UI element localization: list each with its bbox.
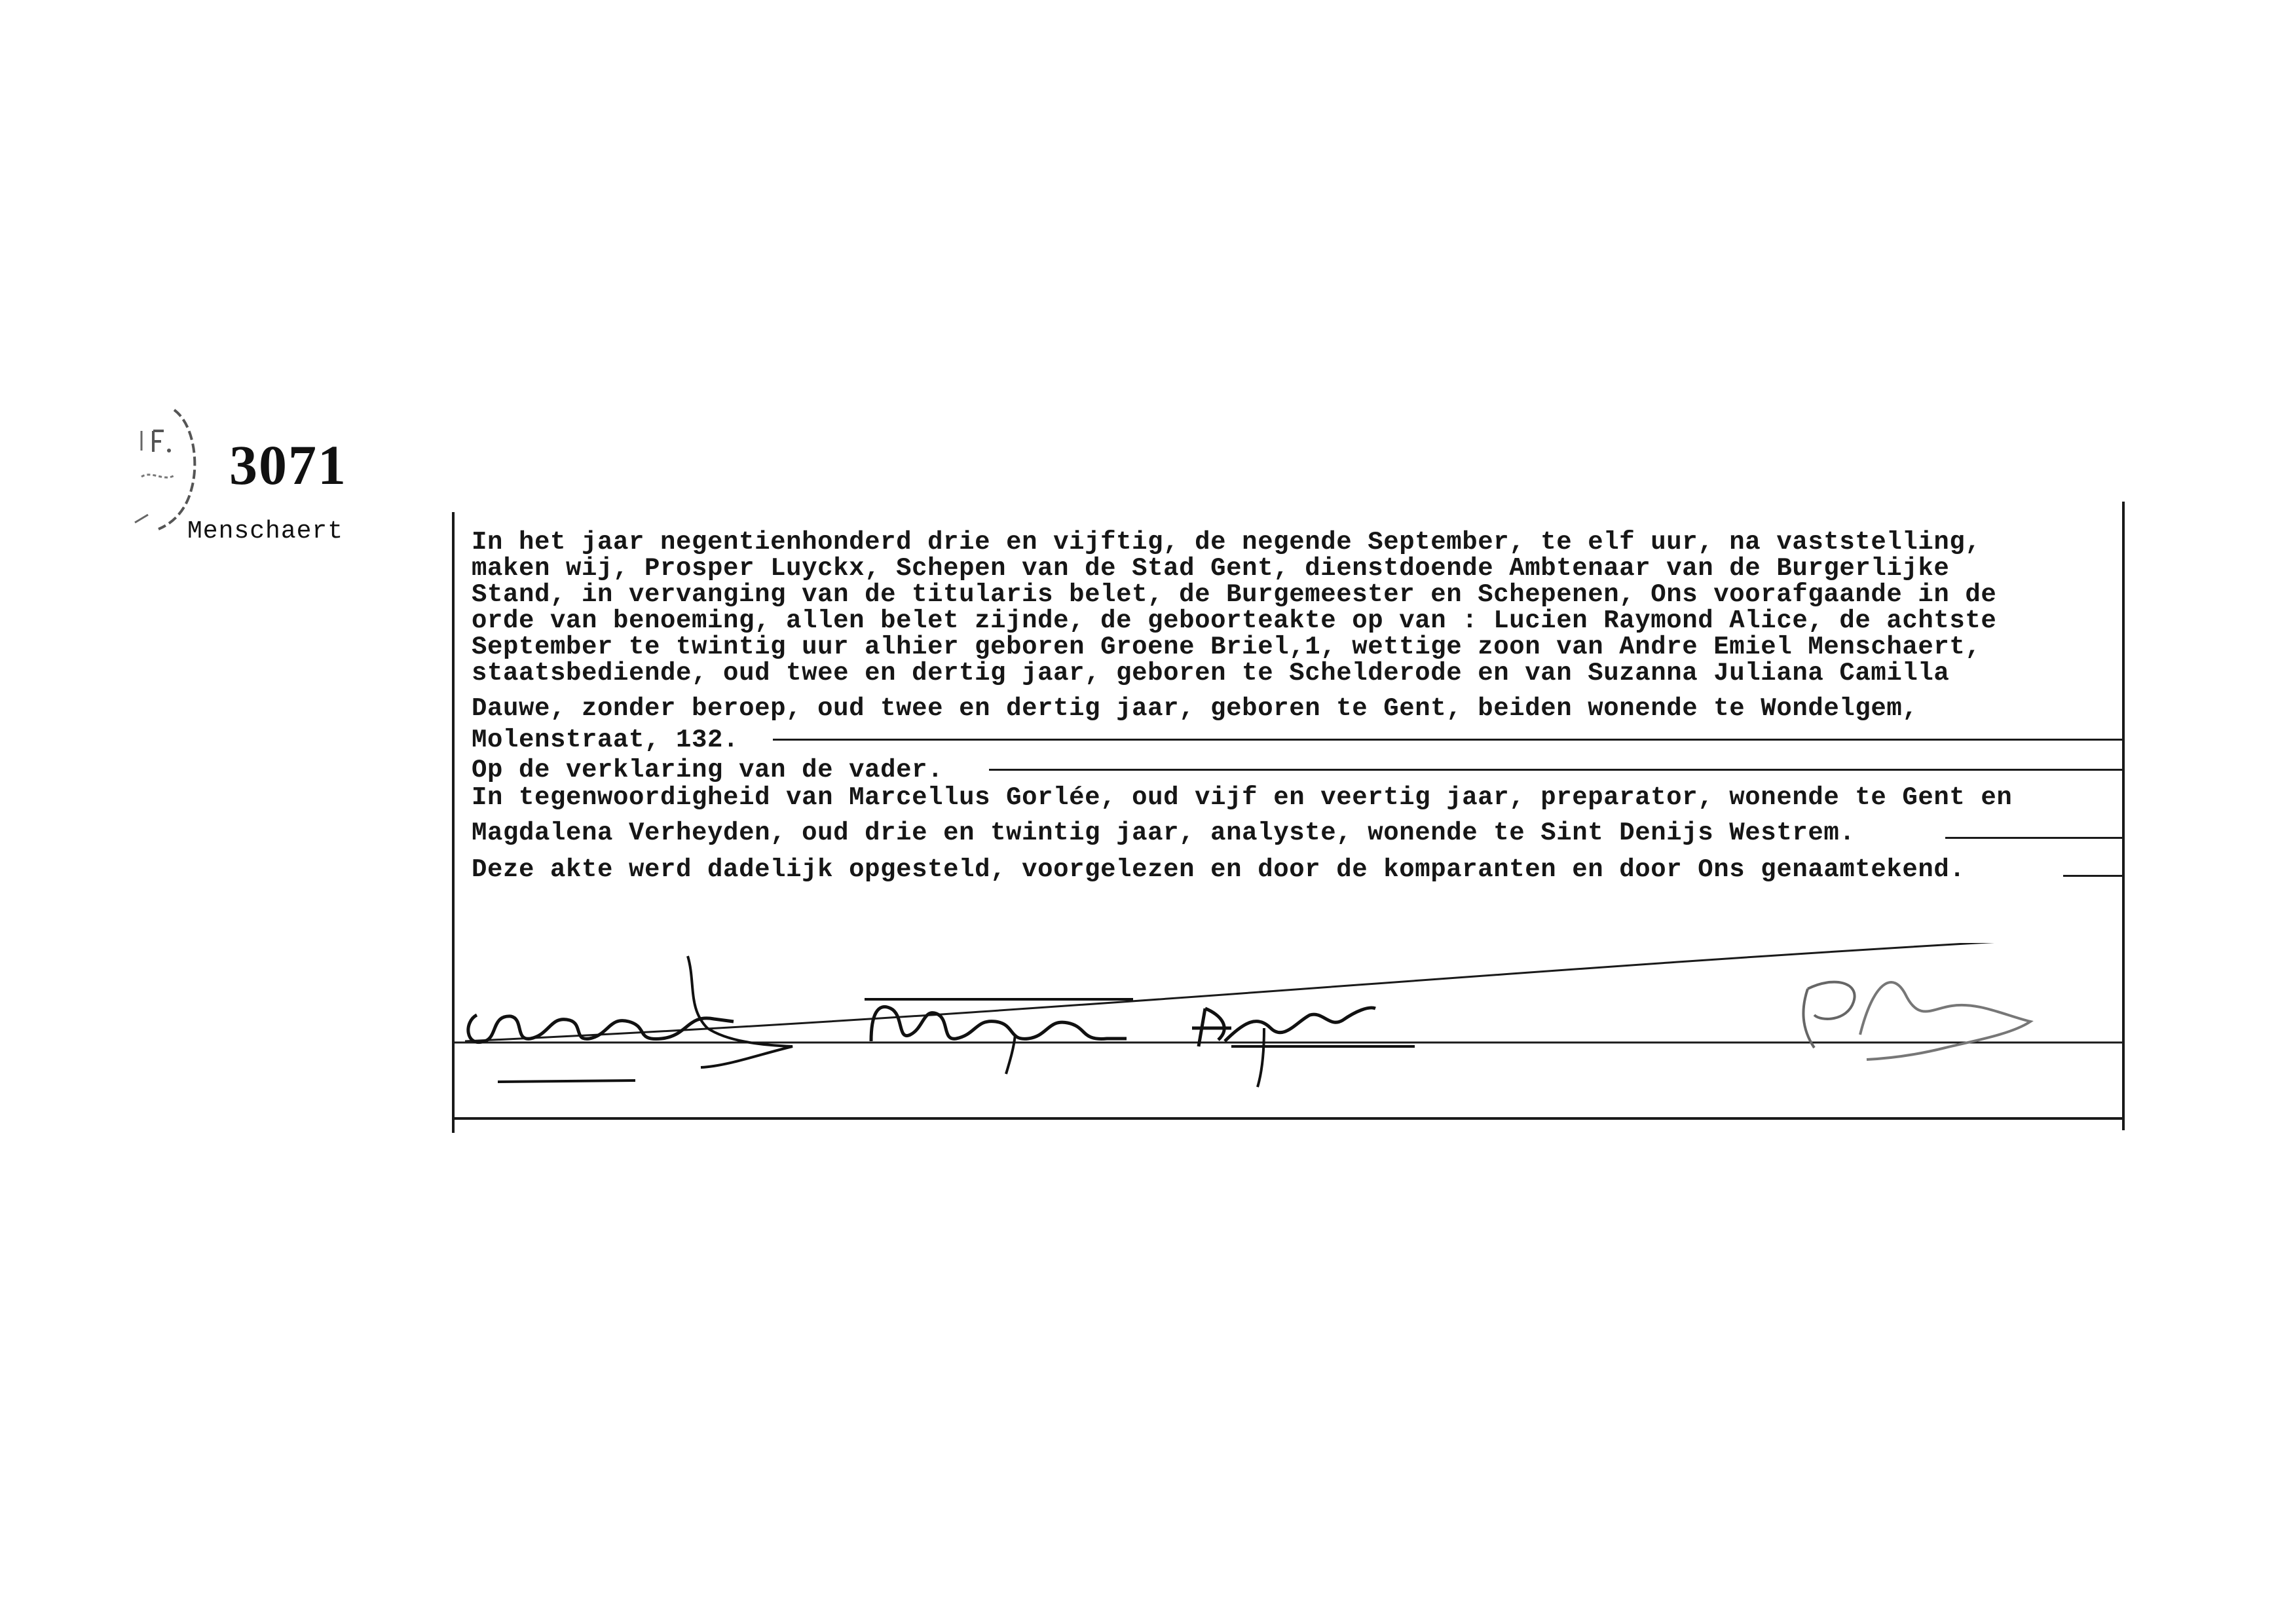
deed-line: September te twintig uur alhier geboren Groene Briel,1, wettige zoon van Andre Emiel Menschaert, (472, 633, 1981, 661)
deed-line: orde van benoeming, allen belet zijnde, de geboorteakte op van : Lucien Raymond Alice, de achtste (472, 606, 1997, 635)
filler-rule (1945, 837, 2122, 839)
filler-rule (989, 769, 2122, 771)
deed-line: Deze akte werd dadelijk opgesteld, voorgelezen en door de komparanten en door Ons genaamtekend. (472, 855, 1966, 884)
stamp-seal-graphic (128, 405, 200, 536)
filler-rule (2063, 875, 2122, 877)
deed-line: Stand, in vervanging van de titularis belet, de Burgemeester en Schepenen, Ons voorafgaande in de (472, 580, 1997, 609)
deed-line: Op de verklaring van de vader. (472, 756, 944, 784)
deed-line: maken wij, Prosper Luyckx, Schepen van de Stad Gent, dienstdoende Ambtenaar van de Burgerlijke (472, 554, 1950, 583)
deed-line: Molenstraat, 132. (472, 726, 739, 754)
filler-rule (773, 739, 2122, 741)
deed-line: In het jaar negentienhonderd drie en vijftig, de negende September, te elf uur, na vaststelling, (472, 528, 1981, 557)
deed-line: Dauwe, zonder beroep, oud twee en dertig jaar, geboren te Gent, beiden wonende te Wondelgem, (472, 694, 1918, 723)
deed-line: In tegenwoordigheid van Marcellus Gorlée, oud vijf en veertig jaar, preparator, wonende te Gent en (472, 783, 2013, 812)
signatures-graphic (452, 943, 2129, 1113)
deed-line: staatsbediende, oud twee en dertig jaar, geboren te Schelderode en van Suzanna Juliana Camilla (472, 659, 1950, 688)
signature-area (452, 943, 2129, 1113)
margin-surname: Menschaert (187, 517, 344, 545)
frame-bottom-rule (452, 1117, 2122, 1120)
stamp-seal (128, 405, 200, 536)
deed-line: Magdalena Verheyden, oud drie en twintig jaar, analyste, wonende te Sint Denijs Westrem. (472, 819, 1856, 847)
record-number: 3071 (229, 434, 347, 496)
